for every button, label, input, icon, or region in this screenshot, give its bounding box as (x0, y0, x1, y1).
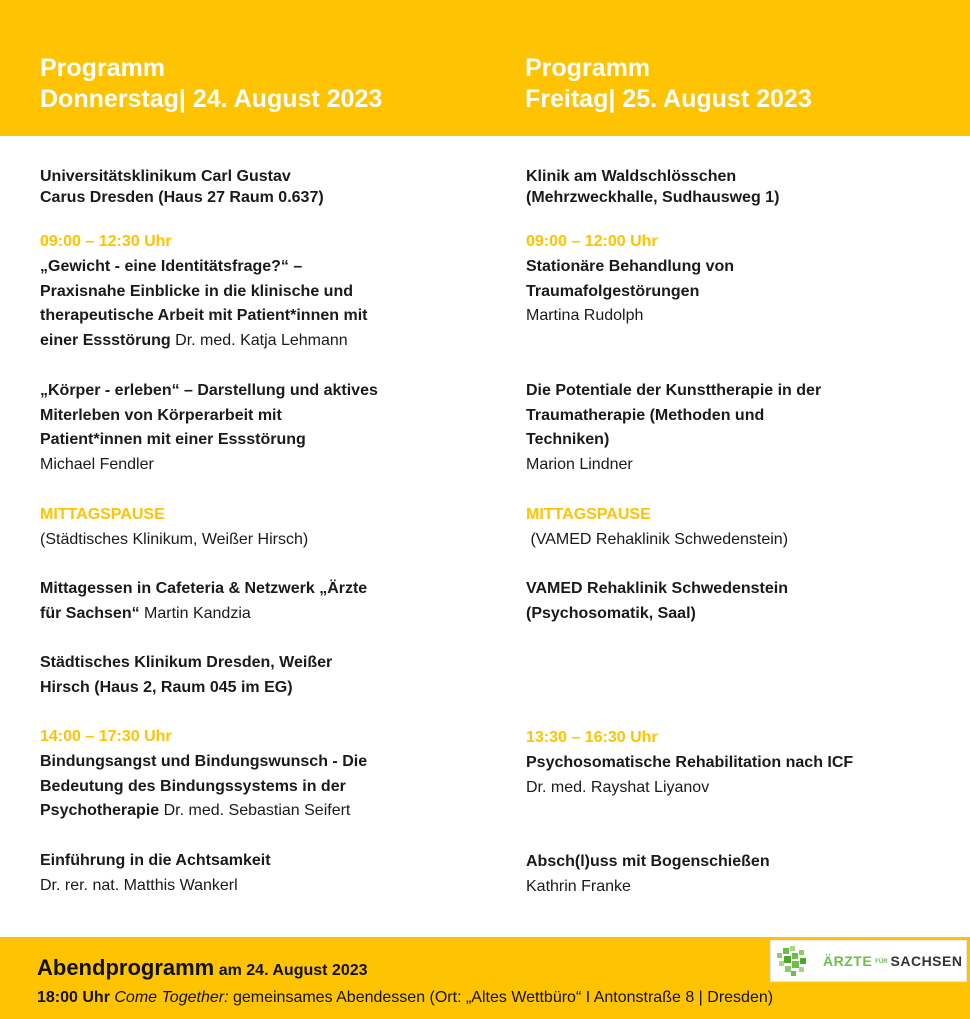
fri-break (526, 503, 926, 552)
thu-venue-1-line1: Universitätsklinikum Carl Gustav (40, 168, 291, 185)
fri-talk-3-title: Psychosomatische Rehabilitation nach ICF (526, 754, 854, 771)
logo-text-1: ÄRZTE (823, 953, 873, 969)
thu-venue-2-line1: Städtisches Klinikum Dresden, Weißer (40, 654, 333, 671)
evening-details (37, 989, 773, 1007)
logo-wordmark (823, 953, 962, 969)
thu-break (40, 503, 440, 552)
fri-talk-1 (526, 255, 926, 329)
thu-talk-4-speaker: Dr. rer. nat. Matthis Wankerl (40, 876, 238, 894)
fri-talk-1-l1: Stationäre Behandlung von (526, 258, 735, 275)
thu-talk-2-speaker: Michael Fendler (40, 455, 154, 473)
fri-talk-1-speaker: Martina Rudolph (526, 307, 644, 325)
aerzte-fuer-sachsen-logo (770, 940, 967, 982)
evening-time: 18:00 Uhr (37, 989, 110, 1006)
thu-talk-3-l2: Bedeutung des Bindungssystems in der (40, 777, 346, 795)
thu-talk-3-l3: Psychotherapie (40, 802, 160, 820)
thu-break-place: (Städtisches Klinikum, Weißer Hirsch) (40, 530, 309, 548)
logo-mark-icon (775, 945, 811, 979)
evening-banner (0, 937, 970, 1019)
fri-talk-4-speaker: Kathrin Franke (526, 877, 631, 895)
fri-slot-1-time: 09:00 – 12:00 Uhr (526, 233, 658, 250)
thu-talk-3-speaker: Dr. med. Sebastian Seifert (163, 802, 351, 820)
thu-talk-1-l4: einer Essstörung (40, 331, 171, 349)
fri-talk-3 (526, 751, 926, 800)
fri-venue-1-line1: Klinik am Waldschlösschen (526, 168, 737, 185)
thu-talk-3-l1: Bindungsangst und Bindungswunsch - Die (40, 753, 368, 770)
header-thursday (40, 53, 382, 115)
thu-lunch-l1: Mittagessen in Cafeteria & Netzwerk „Ärzte (40, 580, 368, 597)
thu-talk-1-speaker: Dr. med. Katja Lehmann (175, 331, 348, 349)
fri-talk-4 (526, 850, 926, 899)
thu-talk-4-title: Einführung in die Achtsamkeit (40, 852, 271, 869)
header-thursday-date: Donnerstag| 24. August 2023 (40, 85, 383, 113)
fri-break-title: MITTAGSPAUSE (526, 506, 651, 523)
thu-break-title: MITTAGSPAUSE (40, 506, 165, 523)
fri-venue-2-line2: (Psychosomatik, Saal) (526, 604, 696, 622)
fri-talk-4-title: Absch(l)uss mit Bogenschießen (526, 853, 770, 870)
fri-venue-2 (526, 577, 926, 626)
thu-talk-2-l1: „Körper - erleben“ – Darstellung und aktives (40, 382, 378, 399)
header-banner (0, 0, 970, 136)
logo-text-2: SACHSEN (890, 953, 963, 969)
thu-venue-2-line2: Hirsch (Haus 2, Raum 045 im EG) (40, 678, 293, 696)
fri-venue-1 (526, 166, 926, 208)
fri-talk-2-l3: Techniken) (526, 431, 610, 449)
thu-talk-3 (40, 750, 440, 824)
thu-talk-2 (40, 379, 440, 477)
fri-slot-2-time: 13:30 – 16:30 Uhr (526, 729, 658, 746)
fri-talk-2-l2: Traumatherapie (Methoden und (526, 406, 765, 424)
fri-talk-3-speaker: Dr. med. Rayshat Liyanov (526, 778, 710, 796)
evening-heading (37, 955, 368, 981)
header-thursday-title: Programm (40, 54, 166, 82)
thu-talk-2-l3: Patient*innen mit einer Essstörung (40, 431, 306, 449)
thu-lunch (40, 577, 440, 626)
thu-venue-1 (40, 166, 440, 208)
fri-talk-2-speaker: Marion Lindner (526, 455, 633, 473)
thu-talk-4 (40, 849, 440, 898)
logo-text-small: FÜR (875, 959, 888, 966)
evening-desc: gemeinsames Abendessen (Ort: „Altes Wettbüro“ I Antonstraße 8 | Dresden) (228, 989, 774, 1006)
thu-talk-1 (40, 255, 440, 353)
header-friday-title: Programm (525, 54, 651, 82)
header-friday (525, 53, 812, 115)
evening-date: am 24. August 2023 (218, 962, 368, 979)
thu-venue-1-line2: Carus Dresden (Haus 27 Raum 0.637) (40, 189, 324, 206)
fri-talk-2 (526, 379, 926, 477)
header-friday-date: Freitag| 25. August 2023 (525, 85, 812, 113)
thu-lunch-speaker: Martin Kandzia (144, 604, 251, 622)
thu-talk-1-l3: therapeutische Arbeit mit Patient*innen mit (40, 307, 368, 325)
thu-slot-1-time: 09:00 – 12:30 Uhr (40, 233, 172, 250)
thu-talk-2-l2: Miterleben von Körperarbeit mit (40, 406, 282, 424)
fri-break-place: (VAMED Rehaklinik Schwedenstein) (526, 530, 789, 548)
thu-slot-2-time: 14:00 – 17:30 Uhr (40, 728, 172, 745)
evening-event: Come Together: (114, 989, 229, 1006)
thu-venue-2 (40, 651, 440, 700)
fri-talk-1-l2: Traumafolgestörungen (526, 282, 700, 300)
fri-venue-2-line1: VAMED Rehaklinik Schwedenstein (526, 580, 788, 597)
fri-venue-1-line2: (Mehrzweckhalle, Sudhausweg 1) (526, 189, 780, 206)
thu-lunch-l2: für Sachsen“ (40, 604, 140, 622)
evening-title: Abendprogramm (37, 955, 215, 980)
fri-talk-2-l1: Die Potentiale der Kunsttherapie in der (526, 382, 822, 399)
thu-talk-1-l2: Praxisnahe Einblicke in die klinische und (40, 282, 353, 300)
thu-talk-1-l1: „Gewicht - eine Identitätsfrage?“ – (40, 258, 303, 275)
